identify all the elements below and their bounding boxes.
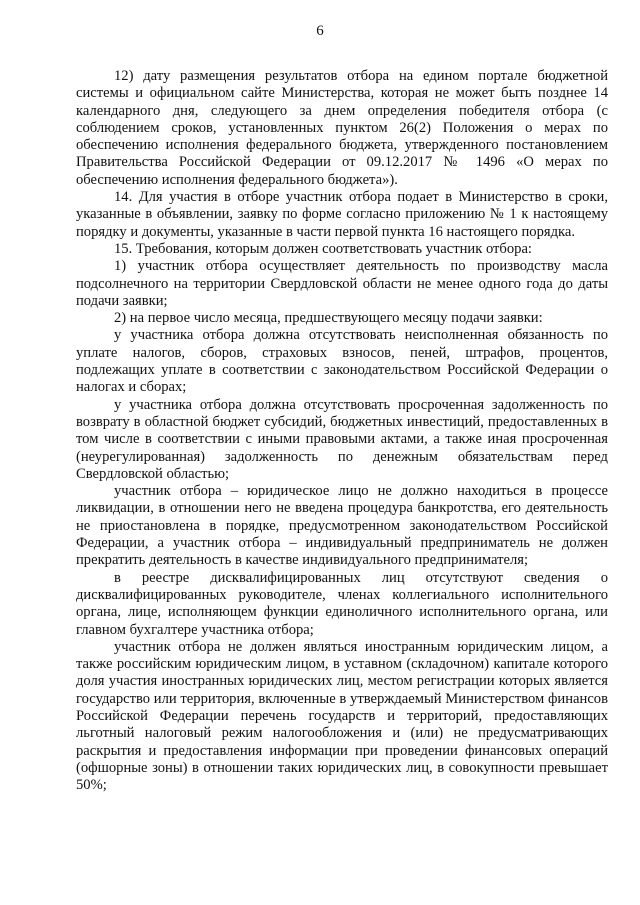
paragraph-clause-15: 15. Требования, которым должен соответствовать участник отбора: bbox=[114, 240, 532, 257]
paragraph-clause-14: 14. Для участия в отборе участник отбора подает в Министерство в сроки, указанные в объявлении, заявку по форме согласно приложению № 1 к настоящему порядку и документы, указанные в части первой пункта 16 настоящего порядка. bbox=[76, 189, 608, 240]
paragraph-item-12: 12) дату размещения результатов отбора на едином портале бюджетной системы и официальном сайте Министерства, которая не может быть позднее 14 календарного дня, следующего за днем определения победителя отбора (с соблюдением сроков, установленных пунктом 26(2) Положения о мерах по обеспечению исполнения федерального бюджета, утвержденного постановлением Правительства Российской Федерации от 09.12.2017 № 1496 «О мерах по обеспечению исполнения федерального бюджета»). bbox=[76, 68, 608, 188]
paragraph-liquidation: участник отбора – юридическое лицо не должно находиться в процессе ликвидации, в отношении него не введена процедура банкротства, его деятельность не приостановлена в порядке, предусмотренном законодательством Российской Федерации, а участник отбора – индивидуальный предприниматель не должен прекратить деятельность в качестве индивидуального предпринимателя; bbox=[76, 483, 608, 569]
paragraph-requirement-2: 2) на первое число месяца, предшествующего месяцу подачи заявки: bbox=[114, 310, 543, 327]
paragraph-disqualified-persons: в реестре дисквалифицированных лиц отсутствуют сведения о дисквалифицированных руководителе, членах коллегиального исполнительного органа, лице, исполняющем функции единоличного исполнительного органа, или главном бухгалтере участника отбора; bbox=[76, 569, 608, 638]
paragraph-overdue-debt: у участника отбора должна отсутствовать просроченная задолженность по возврату в областной бюджет субсидий, бюджетных инвестиций, предоставленных в том числе в соответствии с иными правовыми актами, а также иная просроченная (неурегулированная) задолженность по денежным обязательствам перед Свердловской областью; bbox=[76, 396, 608, 482]
paragraph-tax-obligation: у участника отбора должна отсутствовать неисполненная обязанность по уплате налогов, сборов, страховых взносов, пеней, штрафов, процентов, подлежащих уплате в соответствии с законодательством Российской Федерации о налогах и сборах; bbox=[76, 327, 608, 396]
document-body bbox=[76, 68, 608, 794]
paragraph-foreign-entity: участник отбора не должен являться иностранным юридическим лицом, а также российским юридическим лицом, в уставном (складочном) капитале которого доля участия иностранных юридических лиц, местом регистрации которых является государство или территория, включенные в утверждаемый Министерством финансов Российской Федерации перечень государств и территорий, предоставляющих льготный налоговый режим налогообложения и (или) не предусматривающих раскрытия и предоставления информации при проведении финансовых операций (офшорные зоны) в отношении таких юридических лиц, в совокупности превышает 50%; bbox=[76, 638, 608, 794]
page-number: 6 bbox=[316, 23, 324, 39]
paragraph-requirement-1: 1) участник отбора осуществляет деятельность по производству масла подсолнечного на территории Свердловской области не менее одного года до даты подачи заявки; bbox=[76, 258, 608, 309]
